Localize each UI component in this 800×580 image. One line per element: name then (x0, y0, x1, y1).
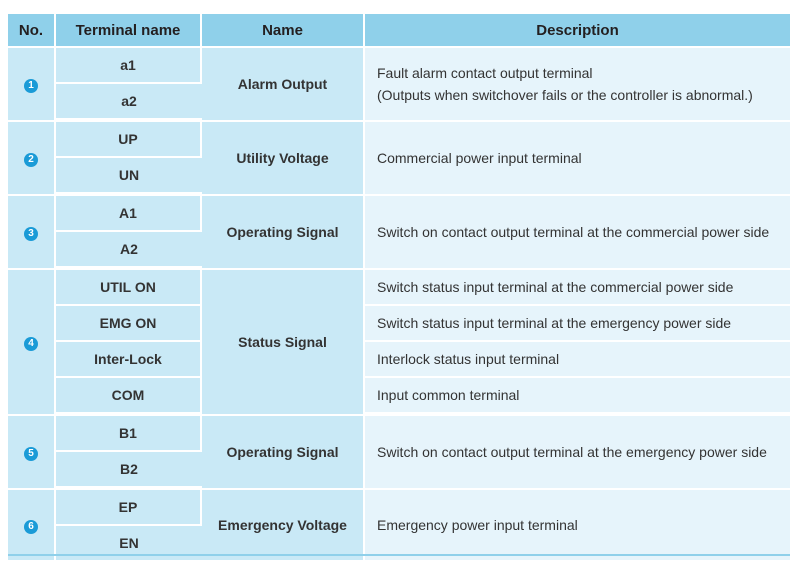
table-row (8, 306, 790, 342)
name-cell: Emergency Voltage (202, 490, 365, 562)
table-row (8, 196, 790, 232)
terminal-cell: B1 (56, 416, 202, 452)
terminal-cell: Inter-Lock (56, 342, 202, 378)
terminal-cell: UN (56, 158, 202, 196)
table-row (8, 342, 790, 378)
terminal-cell: a1 (56, 48, 202, 84)
name-cell: Operating Signal (202, 196, 365, 270)
description-cell (365, 48, 790, 122)
table-bottom-rule (8, 554, 790, 556)
header-description: Description (365, 14, 790, 48)
description-cell: Input common terminal (365, 378, 790, 416)
description-cell: Switch status input terminal at the commercial power side (365, 270, 790, 306)
number-badge: 1 (24, 79, 38, 93)
table-row (8, 490, 790, 526)
description-line: Fault alarm contact output terminal (377, 65, 593, 81)
table-row (8, 270, 790, 306)
group-number-cell (8, 122, 56, 196)
group-number-cell (8, 416, 56, 490)
number-badge: 6 (24, 520, 38, 534)
terminal-cell: EMG ON (56, 306, 202, 342)
terminal-cell: B2 (56, 452, 202, 490)
header-name: Name (202, 14, 365, 48)
group-number-cell (8, 196, 56, 270)
name-cell: Utility Voltage (202, 122, 365, 196)
description-cell: Interlock status input terminal (365, 342, 790, 378)
table-row (8, 378, 790, 416)
number-badge: 5 (24, 447, 38, 461)
terminal-cell: COM (56, 378, 202, 416)
description-cell: Switch on contact output terminal at the commercial power side (365, 196, 790, 270)
name-cell: Operating Signal (202, 416, 365, 490)
terminal-cell: A1 (56, 196, 202, 232)
header-row (8, 14, 790, 48)
terminal-cell: A2 (56, 232, 202, 270)
description-cell: Commercial power input terminal (365, 122, 790, 196)
table-row (8, 48, 790, 84)
description-cell: Switch on contact output terminal at the emergency power side (365, 416, 790, 490)
table-row (8, 416, 790, 452)
name-cell: Alarm Output (202, 48, 365, 122)
header-no: No. (8, 14, 56, 48)
description-cell: Switch status input terminal at the emergency power side (365, 306, 790, 342)
description-cell: Emergency power input terminal (365, 490, 790, 562)
number-badge: 2 (24, 153, 38, 167)
number-badge: 3 (24, 227, 38, 241)
terminal-cell: EN (56, 526, 202, 562)
terminal-cell: a2 (56, 84, 202, 122)
terminal-cell: EP (56, 490, 202, 526)
number-badge: 4 (24, 337, 38, 351)
terminal-cell: UTIL ON (56, 270, 202, 306)
group-number-cell (8, 490, 56, 562)
name-cell: Status Signal (202, 270, 365, 416)
group-number-cell (8, 270, 56, 416)
table-row (8, 122, 790, 158)
terminal-cell: UP (56, 122, 202, 158)
description-line: (Outputs when switchover fails or the controller is abnormal.) (377, 87, 753, 103)
header-terminal-name: Terminal name (56, 14, 202, 48)
terminal-table (8, 14, 790, 562)
group-number-cell (8, 48, 56, 122)
